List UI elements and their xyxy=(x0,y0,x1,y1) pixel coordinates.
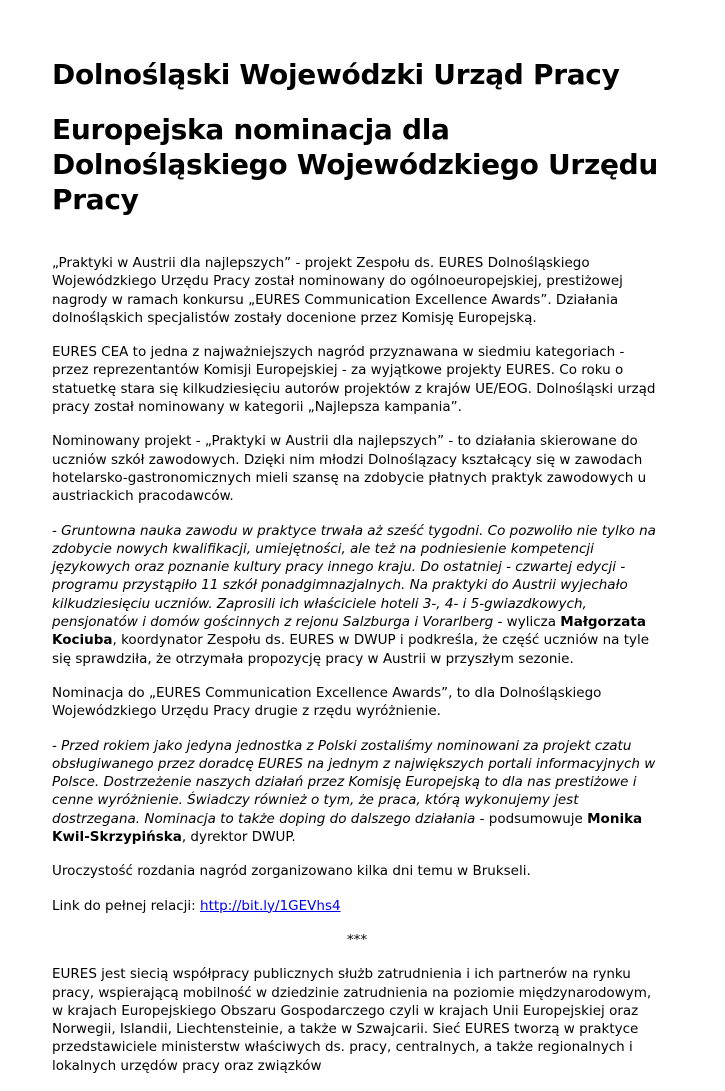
paragraph-eures-info: EURES jest siecią współpracy publicznych służb zatrudnienia i ich partnerów na rynku pracy, wspierającą mobilność w dziedzinie zatrudnienia na poziomie międzynarodowym, w krajach Europejskiego Obszaru Gospodarczego czyli w krajach Unii Europejskiej oraz Norwegii, Islandii, Liechtensteinie, a także w Szwajcarii. Sieć EURES tworzą w praktyce przedstawiciele ministerstw właściwych ds. pracy, centralnych, a także regionalnych i lokalnych urzędów pracy oraz związków xyxy=(52,966,652,1074)
attribution-pre: - podsumowuje xyxy=(475,810,588,827)
paragraph-nomination: Nominacja do „EURES Communication Excellence Awards”, to dla Dolnośląskiego Wojewódzkiego Urzędu Pracy drugie z rzędu wyróżnienie. xyxy=(52,684,602,720)
article-body xyxy=(52,254,662,1075)
quote-kwil: - Przed rokiem jako jedyna jednostka z Polski zostaliśmy nominowani za projekt czatu obsługiwanego przez doradcę EURES na jednym z największych portali informacyjnych w Polsce. Dostrzeżenie naszych działań przez Komisję Europejską to dla nas prestiżowe i cenne wyróżnienie. Świadczy również o tym, że praca, którą wykonujemy jest dostrzegana. Nominacja to także doping do dalszego działania xyxy=(52,737,656,827)
quote-kociuba: - Gruntowna nauka zawodu w praktyce trwała aż sześć tygodni. Co pozwoliło nie tylko na zdobycie nowych kwalifikacji, umiejętności, ale też na podniesienie kompetencji językowych oraz poznanie kultury pracy innego kraju. Do ostatniej - czwartej edycji - programu przystąpiło 11 szkół ponadgimnazjalnych. Na praktyki do Austrii wyjechało kilkudziesięciu uczniów. Zaprosili ich właściciele hoteli 3-, 4- i 5-gwiazdkowych, pensjonatów i domów gościnnych z rejonu Salzburga i Vorarlberg - xyxy=(52,522,656,631)
person-name-kociuba: Małgorzata Kociuba xyxy=(52,614,646,649)
attribution-pre: wylicza xyxy=(502,614,561,631)
full-report-link[interactable]: http://bit.ly/1GEVhs4 xyxy=(200,897,341,914)
site-title: Dolnośląski Wojewódzki Urząd Pracy xyxy=(52,58,620,91)
separator: *** xyxy=(346,931,368,948)
person-name-kwil: Monika Kwil-Skrzypińska xyxy=(52,810,643,846)
article-title: Europejska nominacja dla Dolnośląskiego Wojewódzkiego Urzędu Pracy xyxy=(52,113,659,216)
paragraph-quote-kociuba xyxy=(52,522,662,668)
link-label: Link do pełnej relacji: xyxy=(52,897,201,914)
attribution-post: , dyrektor DWUP. xyxy=(181,829,296,846)
paragraph-project: Nominowany projekt - „Praktyki w Austrii dla najlepszych” - to działania skierowane do uczniów szkół zawodowych. Dzięki nim młodzi Dolnoślązacy kształcący się w zawodach hotelarsko-gastronomicznych mieli szansę na zdobycie płatnych praktyk zawodowych u austriackich pracodawców. xyxy=(52,433,647,505)
paragraph-intro: „Praktyki w Austrii dla najlepszych” - projekt Zespołu ds. EURES Dolnośląskiego Wojewódzkiego Urzędu Pracy został nominowany do ogólnoeuropejskiej, prestiżowej nagrody w ramach konkursu „EURES Communication Excellence Awards”. Działania dolnośląskich specjalistów zostały docenione przez Komisję Europejską. xyxy=(52,255,623,326)
paragraph-link xyxy=(52,897,662,915)
document-page xyxy=(52,58,662,1091)
paragraph-eures-cea: EURES CEA to jedna z najważniejszych nagród przyznawana w siedmiu kategoriach - przez reprezentantów Komisji Europejskiej - za wyjątkowe projekty EURES. Co roku o statuetkę stara się kilkudziesięciu autorów projektów z krajów UE/EOG. Dolnośląski urząd pracy został nominowany w kategorii „Najlepsza kampania”. xyxy=(52,344,656,416)
paragraph-ceremony: Uroczystość rozdania nagród zorganizowano kilka dni temu w Brukseli. xyxy=(52,863,531,880)
paragraph-quote-kwil xyxy=(52,737,662,847)
attribution-post: , koordynator Zespołu ds. EURES w DWUP i podkreśla, że część uczniów na tyle się sprawdziła, że otrzymała propozycję pracy w Austrii w przyszłym sezonie. xyxy=(52,632,650,667)
